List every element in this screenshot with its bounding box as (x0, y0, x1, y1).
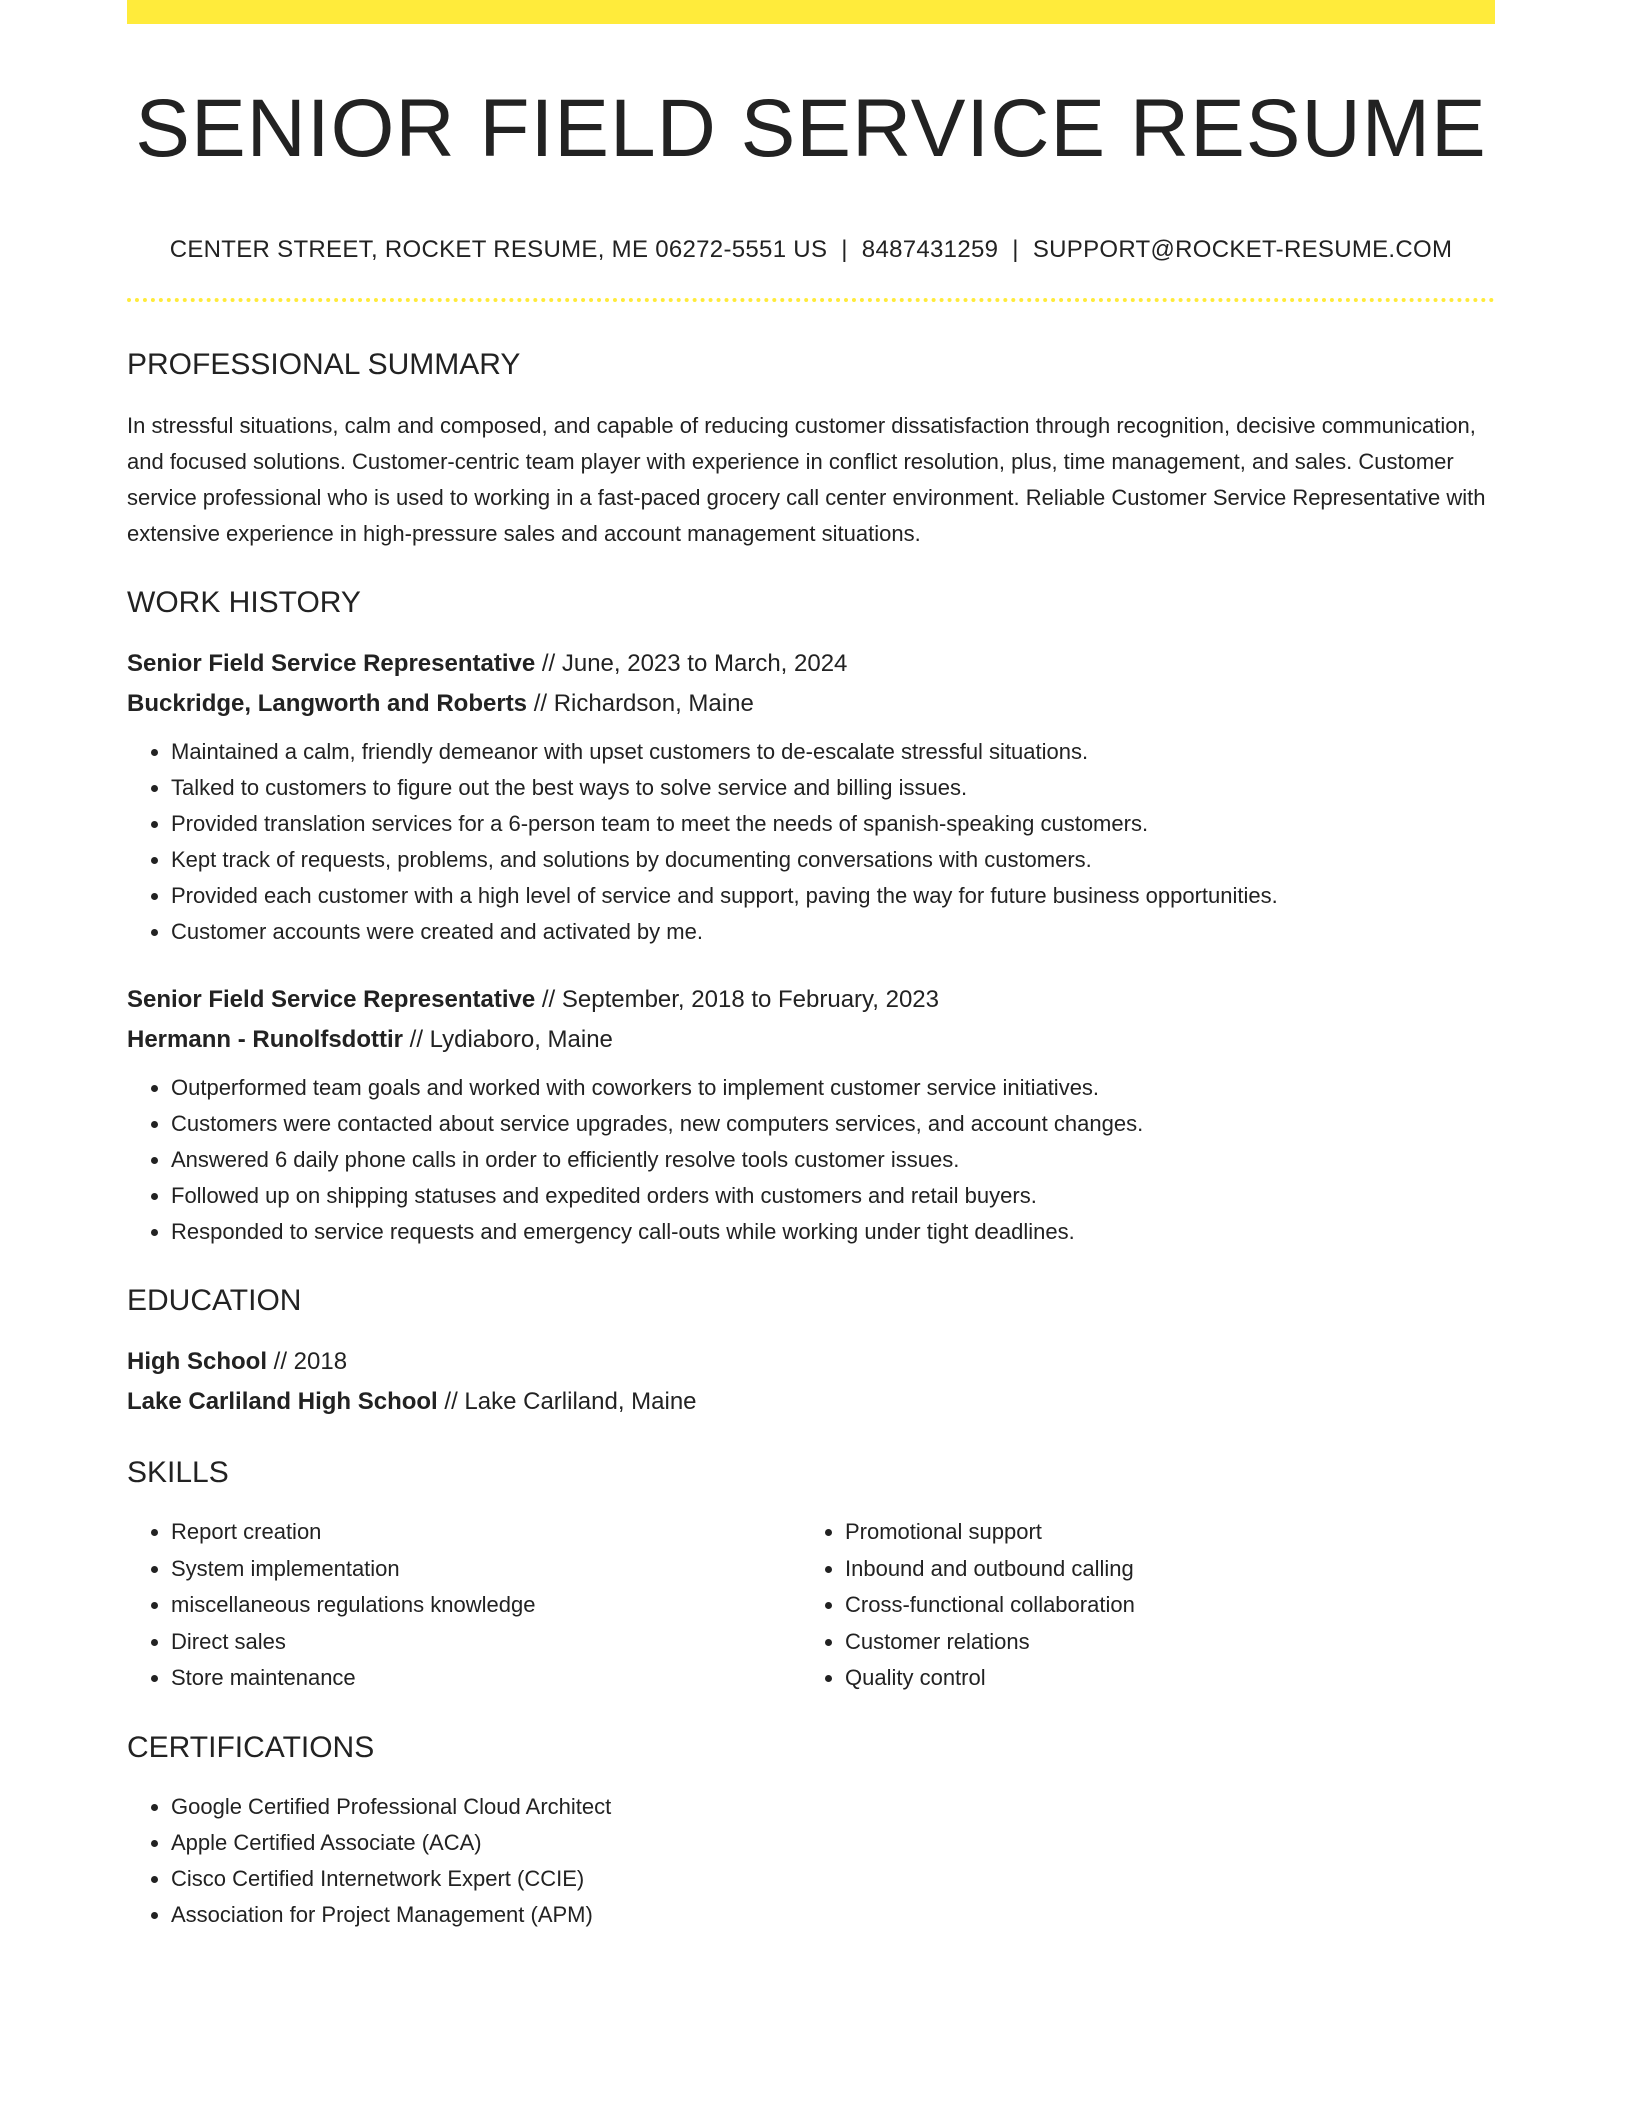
list-item: • Customers were contacted about service upgrades, new computers services, and account changes. (171, 1106, 1495, 1142)
job-title: Senior Field Service Representative (127, 650, 536, 678)
list-item: • Quality control (845, 1660, 1475, 1697)
work-history-section (127, 588, 1495, 1250)
list-item: • System implementation (171, 1551, 801, 1588)
list-item: • Store maintenance (171, 1660, 801, 1697)
skills-column-left (127, 1514, 801, 1697)
job-company-line (127, 1020, 1495, 1060)
education-location: // Lake Carliland, Maine (437, 1388, 697, 1416)
education-section (127, 1286, 1495, 1422)
list-item: • Customer accounts were created and activated by me. (171, 914, 1495, 950)
contact-separator: | (841, 236, 848, 264)
list-item: • Cross-functional collaboration (845, 1587, 1475, 1624)
skills-section (127, 1458, 1495, 1697)
job-company: Hermann - Runolfsdottir (127, 1026, 403, 1054)
list-item: • Provided translation services for a 6-person team to meet the needs of spanish-speaking customers. (171, 806, 1495, 842)
skills-grid (127, 1514, 1495, 1697)
section-heading-certifications: CERTIFICATIONS (127, 1730, 375, 1764)
contact-line (127, 236, 1495, 264)
job-dates: // September, 2018 to February, 2023 (535, 986, 939, 1014)
job-location: // Richardson, Maine (527, 690, 754, 718)
education-entry (127, 1342, 1495, 1422)
list-item: • Association for Project Management (APM) (171, 1897, 1495, 1933)
list-item: • Direct sales (171, 1624, 801, 1661)
contact-email: SUPPORT@ROCKET-RESUME.COM (1032, 236, 1453, 264)
list-item: • Outperformed team goals and worked with coworkers to implement customer service initiatives. (171, 1070, 1495, 1106)
summary-section (127, 350, 1495, 552)
summary-text: In stressful situations, calm and composed, and capable of reducing customer dissatisfaction through recognition, decisive communication, and focused solutions. Customer-centric team player with experience in conflict resolution, plus, time management, and sales. Customer service professional who is used to working in a fast-paced grocery call center environment. Reliable Customer Service Representative with extensive experience in high-pressure sales and account management situations. (127, 413, 1486, 547)
resume-title: SENIOR FIELD SERVICE RESUME (135, 83, 1487, 174)
education-degree: High School (127, 1348, 267, 1376)
section-heading-summary: PROFESSIONAL SUMMARY (127, 348, 521, 382)
job-entry (127, 644, 1495, 950)
list-item: • Talked to customers to figure out the best ways to solve service and billing issues. (171, 770, 1495, 806)
job-location: // Lydiaboro, Maine (403, 1026, 613, 1054)
top-accent-bar (127, 0, 1495, 24)
section-heading-education: EDUCATION (127, 1284, 302, 1318)
job-dates: // June, 2023 to March, 2024 (535, 650, 848, 678)
list-item: • Provided each customer with a high level of service and support, paving the way for future business opportunities. (171, 878, 1495, 914)
job-entry (127, 980, 1495, 1250)
contact-phone: 8487431259 (861, 236, 999, 264)
list-item: • Inbound and outbound calling (845, 1551, 1475, 1588)
section-heading-work: WORK HISTORY (127, 586, 361, 620)
education-school-line (127, 1382, 1495, 1422)
list-item: • Cisco Certified Internetwork Expert (CCIE) (171, 1861, 1495, 1897)
list-item: • Kept track of requests, problems, and solutions by documenting conversations with customers. (171, 842, 1495, 878)
education-year: // 2018 (267, 1348, 348, 1376)
list-item: • Followed up on shipping statuses and expedited orders with customers and retail buyers. (171, 1178, 1495, 1214)
resume-page (127, 0, 1495, 1933)
job-company: Buckridge, Langworth and Roberts (127, 690, 528, 718)
certifications-list (127, 1789, 1495, 1933)
list-item: • miscellaneous regulations knowledge (171, 1587, 801, 1624)
list-item: • Promotional support (845, 1514, 1475, 1551)
list-item: • Apple Certified Associate (ACA) (171, 1825, 1495, 1861)
dotted-divider (127, 298, 1495, 302)
job-bullets (127, 1070, 1495, 1250)
list-item: • Responded to service requests and emergency call-outs while working under tight deadlines. (171, 1214, 1495, 1250)
list-item: • Report creation (171, 1514, 801, 1551)
certifications-section (127, 1730, 1495, 1933)
education-school: Lake Carliland High School (127, 1388, 438, 1416)
list-item: • Customer relations (845, 1624, 1475, 1661)
job-title-line (127, 644, 1495, 684)
contact-separator: | (1012, 236, 1019, 264)
list-item: • Google Certified Professional Cloud Architect (171, 1789, 1495, 1825)
education-degree-line (127, 1342, 1495, 1382)
contact-address: CENTER STREET, ROCKET RESUME, ME 06272-5551 US (169, 236, 828, 264)
job-bullets (127, 734, 1495, 950)
section-heading-skills: SKILLS (127, 1456, 229, 1490)
list-item: • Maintained a calm, friendly demeanor with upset customers to de-escalate stressful situations. (171, 734, 1495, 770)
job-company-line (127, 684, 1495, 724)
skills-column-right (801, 1514, 1475, 1697)
job-title-line (127, 980, 1495, 1020)
list-item: • Answered 6 daily phone calls in order to efficiently resolve tools customer issues. (171, 1142, 1495, 1178)
job-title: Senior Field Service Representative (127, 986, 536, 1014)
